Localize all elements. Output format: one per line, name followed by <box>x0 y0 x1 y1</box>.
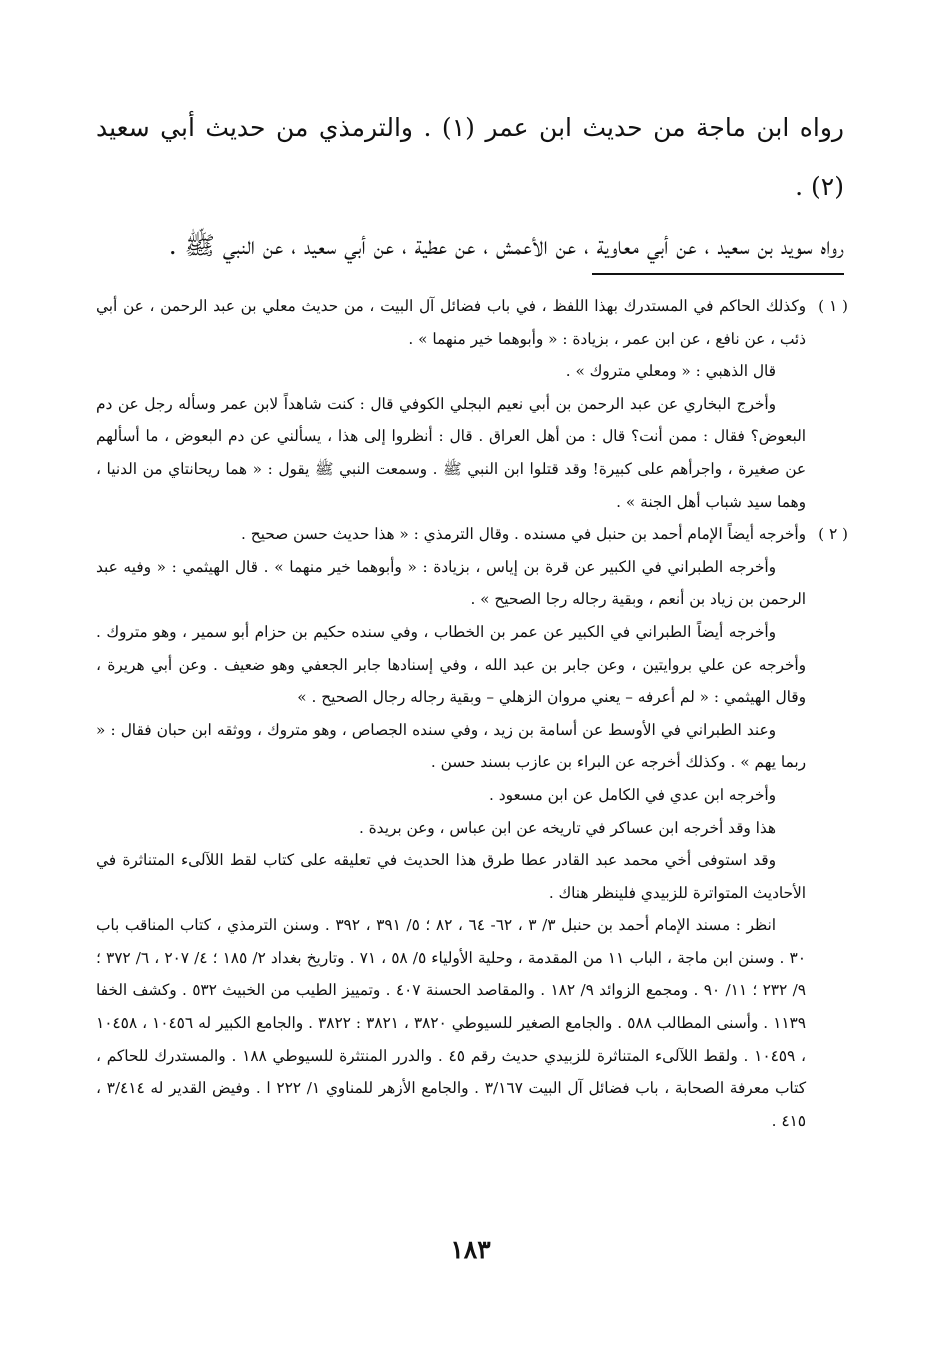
footnote-paragraph: هذا وقد أخرجه ابن عساكر في تاريخه عن ابن عباس ، وعن بريدة . <box>358 818 776 837</box>
footnote-separator <box>592 273 844 275</box>
footnote-paragraph: وأخرج البخاري عن عبد الرحمن بن أبي نعيم البجلي الكوفي قال : كنت شاهداً لابن عمر وسأله رجل عن دم البعوض؟ فقال : ممن أنت؟ قال : من أهل العراق . قال : أنظروا إلى هذا ، يسألني عن دم البعوض ، ما أسألهم عن صغيرة ، واجرأهم على كبيرة! وقد قتلوا ابن النبي ﷺ . وسمعت النبي ﷺ يقول : « هما ريحانتاي من الدنيا ، وهما سيد شباب أهل الجنة » . <box>96 394 806 511</box>
footnote-paragraph: وأخرجه أيضاً الطبراني في الكبير عن عمر بن الخطاب ، وفي سنده حكيم بن حزام أبو سمير ، وهو متروك . وأخرجه عن علي بروايتين ، وعن جابر بن عبد الله ، وفي إسنادها جابر الجعفي وهو ضعيف . وعن أبي هريرة ، وقال الهيثمي : « لم أعرفه – يعني مروان الزهلي – وبقية رجاله رجال الصحيح . » <box>96 622 806 707</box>
footnote-number: ( ١ ) <box>818 297 848 315</box>
footnote-paragraph: وأخرجه ابن عدي في الكامل عن ابن مسعود . <box>489 785 776 804</box>
footnote-paragraph: وقد استوفى أخي محمد عبد القادر عطا طرق هذا الحديث في تعليقه على كتاب لقط اللآلىء المتناثرة في الأحاديث المتواترة للزبيدي فلينظر هناك . <box>96 851 806 902</box>
footnote-paragraph: وعند الطبراني في الأوسط عن أسامة بن زيد ، وفي سنده الجصاص ، وهو متروك ، ووثقه ابن حبان فقال : « ربما يهم » . وكذلك أخرجه عن البراء بن عازب بسند حسن . <box>96 720 806 772</box>
main-paragraph-2: رواه سويد بن سعيد ، عن أبي معاوية ، عن الأعمش ، عن عطية ، عن أبي سعيد ، عن النبي ﷺ . <box>168 231 844 260</box>
footnote-2 <box>96 518 848 551</box>
page-number: ١٨٣ <box>450 1235 491 1264</box>
main-text <box>96 98 844 275</box>
footnote-paragraph: قال الذهبي : « ومعلي متروك » . <box>565 362 776 381</box>
footnote-text: وأخرجه أيضاً الإمام أحمد بن حنبل في مسنده . وقال الترمذي : « هذا حديث حسن صحيح . <box>241 525 806 544</box>
footnote-1 <box>96 290 848 355</box>
footnote-number: ( ٢ ) <box>818 525 848 544</box>
footnote-text: وكذلك الحاكم في المستدرك بهذا اللفظ ، في باب فضائل آل البيت ، من حديث معلي بن عبد الرحمن ، عن أبي ذئب ، عن نافع ، عن ابن عمر ، بزيادة : « وأبوهما خير منهما » . <box>96 297 806 348</box>
footnote-paragraph: وأخرجه الطبراني في الكبير عن قرة بن إياس ، بزيادة : « وأبوهما خير منهما » . قال الهيثمي : « وفيه عبد الرحمن بن زياد بن أنعم ، وبقية رجاله رجا الصحيح » . <box>96 557 806 609</box>
footnote-references: انظر : مسند الإمام أحمد بن حنبل ٣/ ٣ ، ٦٢- ٦٤ ، ٨٢ ؛ ٥/ ٣٩١ ، ٣٩٢ . وسنن الترمذي ، كتاب المناقب باب ٣٠ . وسنن ابن ماجة ، الباب ١١ من المقدمة ، وحلية الأولياء ٥/ ٥٨ ، ٧١ . وتاريخ بغداد ٢/ ١٨٥ ؛ ٤/ ٢٠٧ ، ٦/ ٣٧٢ ؛ ٩/ ٢٣٢ ؛ ١١/ ٩٠ . ومجمع الزوائد ٩/ ١٨٢ . والمقاصد الحسنة ٤٠٧ . وتمييز الطيب من الخبيث ٥٣٢ . وكشف الخفا ١١٣٩ . وأسنى المطالب ٥٨٨ . والجامع الصغير للسيوطي ٣٨٢٠ ، ٣٨٢١ : ٣٨٢٢ . والجامع الكبير له ١٠٤٥٦ ، ١٠٤٥٨ ، ١٠٤٥٩ . ولقط اللآلىء المتناثرة للزبيدي حديث رقم ٤٥ . والدرر المنتثرة للسيوطي ١٨٨ . والمستدرك للحاكم ، كتاب معرفة الصحابة ، باب فضائل آل البيت ٣/١٦٧ . والجامع الأزهر للمناوي ١/ ٢٢٢ ا . وفيض القدير له ٣/٤١٤ ، ٤١٥ . <box>96 916 806 1130</box>
footnotes <box>96 290 848 1137</box>
main-paragraph-1: رواه ابن ماجة من حديث ابن عمر (١) . والترمذي من حديث أبي سعيد (٢) . <box>96 113 845 201</box>
